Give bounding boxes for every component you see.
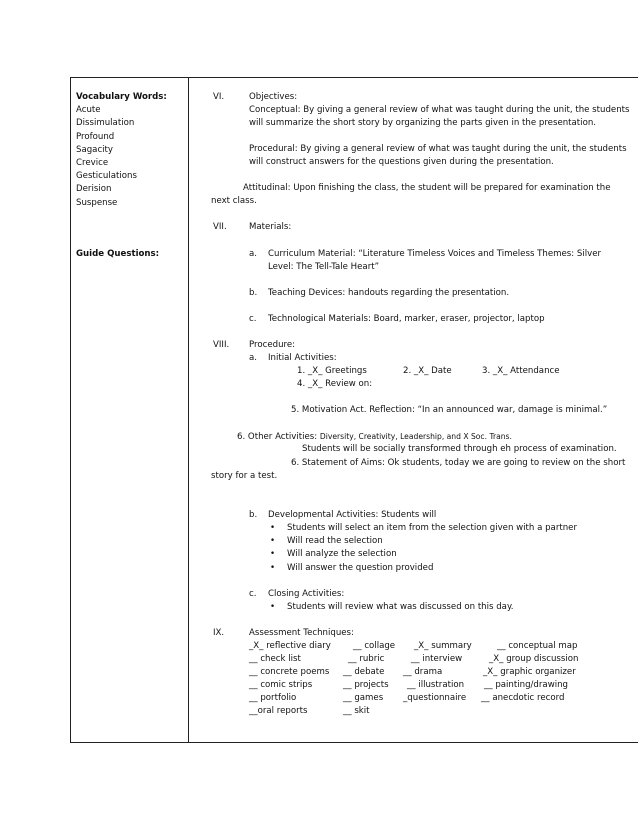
assessment-option: __ collage	[353, 641, 396, 651]
procedure-marker: a.	[249, 353, 257, 363]
assessment-option: _X_ summary	[414, 641, 472, 651]
assessment-option: __ concrete poems	[249, 667, 330, 677]
list-item: • Students will select an item from the selection given with a partner	[268, 522, 577, 535]
assessment-numeral: IX.	[213, 628, 225, 638]
procedure-marker: c.	[249, 589, 257, 599]
objectives-title: Objectives:	[249, 92, 298, 102]
assessment-option: __ anecdotic record	[481, 693, 565, 703]
assessment-option: __ painting/drawing	[484, 680, 569, 690]
assessment-option: __ conceptual map	[497, 641, 578, 651]
objectives-numeral: VI.	[213, 92, 225, 102]
objectives-procedural-line: Procedural: By giving a general review of what was taught during the unit, the students	[249, 144, 627, 154]
objectives-attitudinal-line: next class.	[211, 196, 257, 206]
guide-questions-title: Guide Questions:	[76, 249, 160, 259]
materials-technological: Technological Materials: Board, marker, eraser, projector, laptop	[268, 314, 545, 324]
vocabulary-word: Crevice	[76, 158, 109, 169]
procedure-title: Procedure:	[249, 340, 296, 350]
assessment-title: Assessment Techniques:	[249, 628, 354, 638]
list-item: • Will answer the question provided	[268, 562, 577, 575]
list-item: • Will analyze the selection	[268, 548, 577, 561]
materials-marker: c.	[249, 314, 257, 324]
assessment-option: _X_ graphic organizer	[483, 667, 576, 677]
other-activities-note: Students will be socially transformed through eh process of examination.	[302, 444, 617, 454]
assessment-option: __ rubric	[348, 654, 385, 664]
list-item: • Will read the selection	[268, 535, 577, 548]
assessment-option: __ games	[343, 693, 384, 703]
assessment-option: __ illustration	[407, 680, 465, 690]
vocabulary-word: Derision	[76, 184, 112, 195]
assessment-option: _X_ group discussion	[489, 654, 579, 664]
vocabulary-word: Acute	[76, 105, 101, 116]
other-activities-values: Diversity, Creativity, Leadership, and X Soc. Trans.	[319, 432, 512, 441]
developmental-activities-title: Developmental Activities: Students will	[268, 510, 437, 520]
motivation-activity: 5. Motivation Act. Reflection: “In an announced war, damage is minimal.”	[291, 405, 608, 415]
vocabulary-word: Gesticulations	[76, 171, 137, 182]
materials-curriculum-line: Level: The Tell-Tale Heart”	[268, 262, 380, 272]
objectives-conceptual-line: Conceptual: By giving a general review of what was taught during the unit, the students	[249, 105, 630, 115]
initial-activity-item: 2. _X_ Date	[403, 366, 452, 376]
assessment-option: __ skit	[343, 706, 370, 716]
column-divider	[188, 78, 189, 742]
vocabulary-section	[76, 91, 167, 210]
assessment-option: __ debate	[343, 667, 385, 677]
vocabulary-word: Dissimulation	[76, 118, 135, 129]
assessment-option: __ check list	[249, 654, 301, 664]
list-item: • Students will review what was discussed on this day.	[268, 601, 514, 614]
vocabulary-word: Suspense	[76, 197, 118, 208]
vocabulary-word: Profound	[76, 131, 115, 142]
assessment-option: _questionnaire	[403, 693, 467, 703]
materials-marker: b.	[249, 288, 258, 298]
objectives-procedural-line: will construct answers for the questions given during the presentation.	[249, 157, 554, 167]
assessment-option: _X_ reflective diary	[249, 641, 331, 651]
initial-activities-title: Initial Activities:	[268, 353, 337, 363]
materials-curriculum-line: Curriculum Material: “Literature Timeless Voices and Timeless Themes: Silver	[268, 249, 602, 259]
materials-title: Materials:	[249, 222, 292, 232]
assessment-option: __ drama	[403, 667, 443, 677]
initial-activity-item: 1. _X_ Greetings	[297, 366, 367, 376]
initial-activity-item: 3. _X_ Attendance	[482, 366, 560, 376]
procedure-numeral: VIII.	[213, 340, 230, 350]
assessment-option: __ comic strips	[249, 680, 313, 690]
materials-teaching-devices: Teaching Devices: handouts regarding the presentation.	[268, 288, 510, 298]
statement-of-aims-line: 6. Statement of Aims: Ok students, today we are going to review on the short	[291, 458, 626, 468]
closing-activities-list	[268, 601, 514, 614]
assessment-option: __ projects	[343, 680, 389, 690]
materials-numeral: VII.	[213, 222, 227, 232]
initial-activity-item: 4. _X_ Review on:	[297, 379, 373, 389]
assessment-option: __oral reports	[249, 706, 308, 716]
objectives-conceptual-line: will summarize the short story by organizing the parts given in the presentation.	[249, 118, 597, 128]
statement-of-aims-line: story for a test.	[211, 471, 278, 481]
closing-activities-title: Closing Activities:	[268, 589, 345, 599]
vocabulary-word: Sagacity	[76, 144, 114, 155]
procedure-marker: b.	[249, 510, 258, 520]
developmental-activities-list	[268, 522, 577, 575]
vocabulary-title: Vocabulary Words:	[76, 92, 167, 102]
objectives-attitudinal-line: Attitudinal: Upon finishing the class, the student will be prepared for examination the	[243, 183, 611, 193]
materials-marker: a.	[249, 249, 257, 259]
other-activities-label: 6. Other Activities:	[237, 432, 318, 442]
assessment-option: __ interview	[411, 654, 463, 664]
lesson-plan-table	[70, 77, 638, 743]
assessment-option: __ portfolio	[249, 693, 297, 703]
